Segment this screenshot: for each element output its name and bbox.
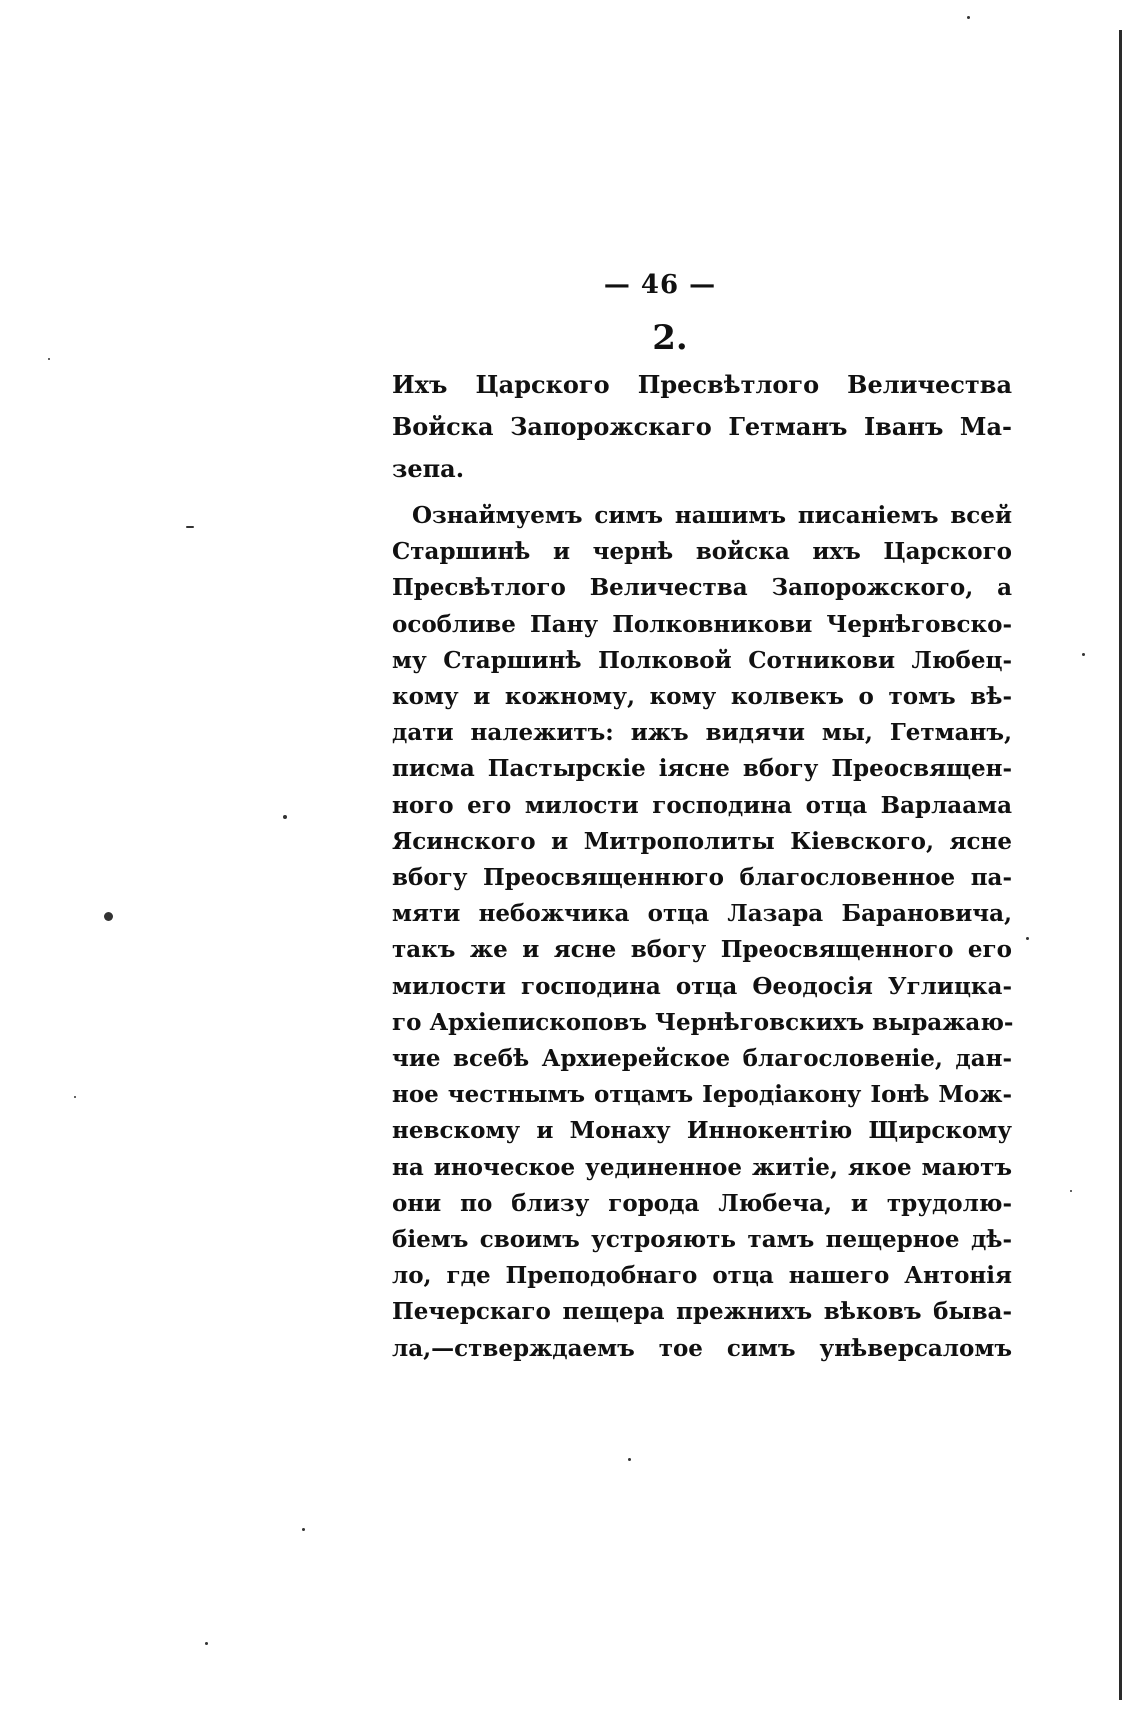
text-line: невскому и Монаху Иннокентію Щирскому bbox=[392, 1117, 1012, 1145]
text-line: дати належитъ: ижъ видячи мы, Гетманъ, bbox=[392, 719, 1012, 747]
text-line: ла,—стверждаемъ тое симъ унѣверсаломъ bbox=[392, 1334, 1012, 1362]
page-number: — 46 — bbox=[603, 270, 717, 300]
text-line: Старшинѣ и чернѣ войска ихъ Царского bbox=[392, 538, 1012, 566]
scan-speck bbox=[48, 358, 50, 360]
body-text bbox=[392, 498, 1012, 1367]
page-edge-line bbox=[1119, 30, 1122, 1700]
scan-speck bbox=[967, 16, 970, 19]
scan-speck bbox=[628, 1458, 631, 1461]
text-line: вбогу Преосвященнюго благословенное па- bbox=[392, 864, 1012, 892]
scan-speck bbox=[186, 526, 194, 528]
text-line: особливе Пану Полковникови Чернѣговско- bbox=[392, 610, 1012, 638]
text-line: чие всебѣ Архиерейское благословеніе, дан- bbox=[392, 1045, 1012, 1073]
scan-speck bbox=[74, 1096, 76, 1098]
section-number: 2. bbox=[652, 318, 688, 358]
heading-line bbox=[392, 364, 1012, 406]
scan-speck bbox=[302, 1528, 305, 1531]
text-line: мяти небожчика отца Лазара Барановича, bbox=[392, 900, 1012, 928]
scan-speck bbox=[104, 912, 113, 921]
text-line: милости господина отца Өеодосія Углицка- bbox=[392, 972, 1012, 1000]
heading-line-text: Войска Запорожскаго Гетманъ Іванъ Ма- bbox=[392, 412, 1012, 441]
text-line: Печерскаго пещера прежнихъ вѣковъ бывa- bbox=[392, 1298, 1012, 1326]
scan-speck bbox=[1082, 653, 1085, 656]
text-line: писма Пастырскіе іясне вбогу Преосвящен- bbox=[392, 755, 1012, 783]
text-line: ное честнымъ отцамъ Іеродіакону Іонѣ Мож- bbox=[392, 1081, 1012, 1109]
heading-line: зепа. bbox=[392, 454, 465, 483]
scan-speck bbox=[205, 1642, 208, 1645]
heading-line bbox=[392, 406, 1012, 448]
text-line: біемъ своимъ устрояють тамъ пещерное дѣ- bbox=[392, 1226, 1012, 1254]
text-line: Пресвѣтлого Величества Запорожского, а bbox=[392, 574, 1012, 602]
scan-speck bbox=[283, 815, 287, 819]
text-line: Ознаймуемъ симъ нашимъ писаніемъ всей bbox=[412, 502, 1012, 529]
document-heading bbox=[392, 364, 1012, 490]
text-line: кому и кожному, кому колвекъ о томъ вѣ- bbox=[392, 683, 1012, 711]
scan-speck bbox=[1026, 937, 1029, 940]
text-line: Ясинского и Митрополиты Кіевского, ясне bbox=[392, 827, 1012, 855]
text-line: ло, где Преподобнаго отца нашего Антонія bbox=[392, 1262, 1012, 1290]
text-line: они по близу города Любеча, и трудолю- bbox=[392, 1189, 1012, 1217]
scan-speck bbox=[1070, 1190, 1072, 1192]
text-line: ного его милости господина отца Варлаама bbox=[392, 791, 1012, 819]
text-line: на иноческое уединенное житіе, якое маютъ bbox=[392, 1153, 1012, 1181]
text-line: му Старшинѣ Полковой Сотникови Любец- bbox=[392, 646, 1012, 674]
text-line: такъ же и ясне вбогу Преосвященного его bbox=[392, 936, 1012, 964]
text-line: го Архіепископовъ Чернѣговскихъ выражаю- bbox=[392, 1008, 1014, 1036]
heading-line-text: Ихъ Царского Пресвѣтлого Величества bbox=[392, 370, 1012, 399]
